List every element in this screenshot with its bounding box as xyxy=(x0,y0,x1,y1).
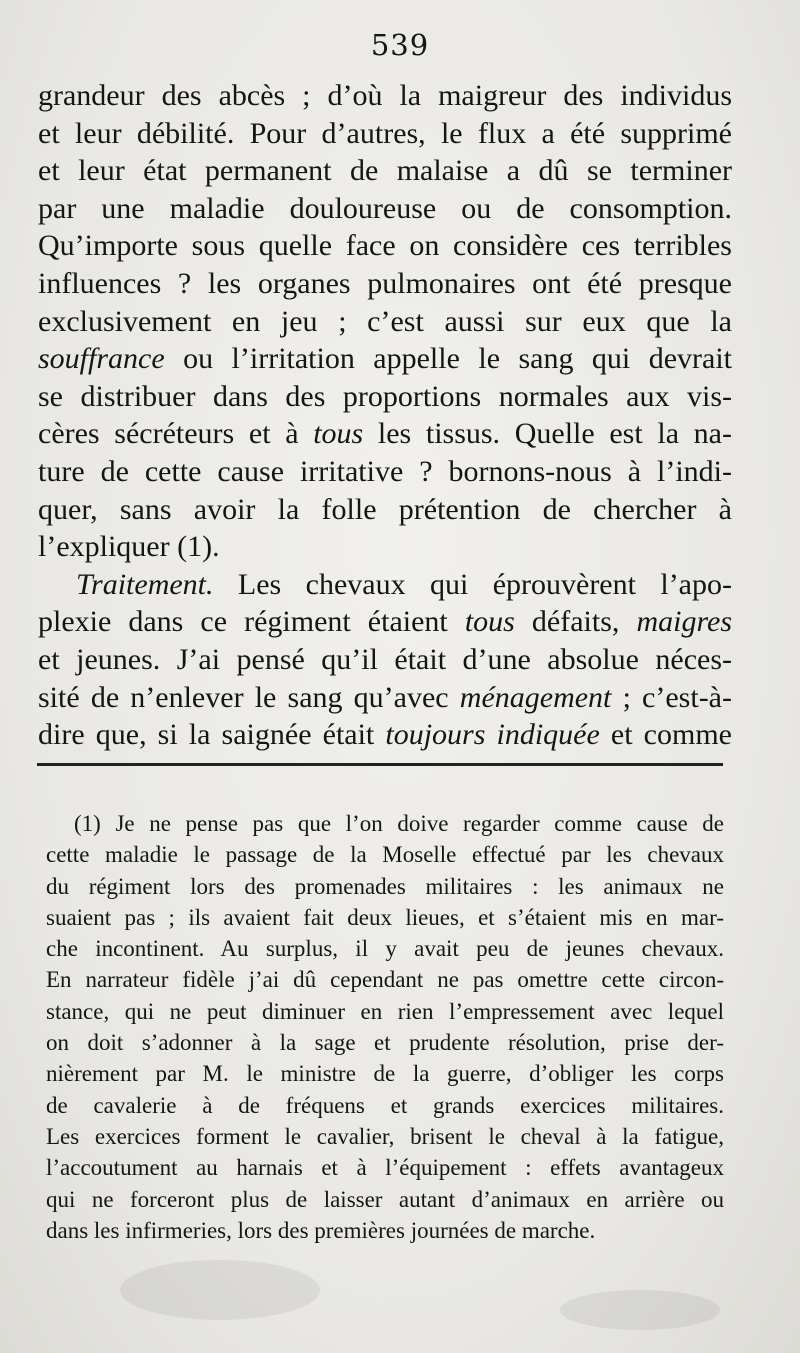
footnote-line: qui ne forceront plus de laisser autant d’animaux en arrière ou xyxy=(46,1186,724,1212)
text-line: souffrance ou l’irritation appelle le sang qui devrait xyxy=(38,342,732,376)
footnote xyxy=(46,808,724,1246)
text-line: influences ? les organes pulmonaires ont été presque xyxy=(38,266,732,300)
text-line: se distribuer dans des proportions normales aux vis- xyxy=(38,379,732,413)
footnote-line: suaient pas ; ils avaient fait deux lieues, et s’étaient mis en mar- xyxy=(46,904,724,930)
text-line: et jeunes. J’ai pensé qu’il était d’une absolue néces- xyxy=(38,642,732,676)
text-line: ture de cette cause irritative ? bornons-nous à l’indi- xyxy=(38,454,732,488)
paper-stain xyxy=(560,1290,720,1330)
paper-stain xyxy=(120,1260,320,1320)
text-line: Traitement. Les chevaux qui éprouvèrent l’apo- xyxy=(76,567,732,601)
footnote-line: (1) Je ne pense pas que l’on doive regarder comme cause de xyxy=(74,811,724,836)
text-line: Qu’importe sous quelle face on considère ces terribles xyxy=(38,229,732,263)
footnote-divider xyxy=(37,763,723,766)
footnote-line: dans les infirmeries, lors des premières journées de marche. xyxy=(46,1217,596,1243)
text-line: l’expliquer (1). xyxy=(38,530,220,564)
footnote-line: on doit s’adonner à la sage et prudente résolution, prise der- xyxy=(46,1030,724,1056)
text-line: sité de n’enlever le sang qu’avec ménagement ; c’est-à- xyxy=(38,680,732,714)
footnote-line: stance, qui ne peut diminuer en rien l’empressement avec lequel xyxy=(46,998,724,1024)
footnote-line: l’accoutument au harnais et à l’équipement : effets avantageux xyxy=(46,1155,724,1181)
footnote-line: de cavalerie à de fréquens et grands exercices militaires. xyxy=(46,1092,724,1118)
text-line: dire que, si la saignée était toujours indiquée et comme xyxy=(38,718,732,752)
text-line: grandeur des abcès ; d’où la maigreur des individus xyxy=(38,79,732,112)
text-line: plexie dans ce régiment étaient tous défaits, maigres xyxy=(38,605,732,639)
main-text xyxy=(38,77,732,754)
page-number: 539 xyxy=(370,28,430,62)
text-line: exclusivement en jeu ; c’est aussi sur eux que la xyxy=(38,304,732,338)
text-line: cères sécréteurs et à tous les tissus. Quelle est la na- xyxy=(38,417,732,451)
footnote-line: Les exercices forment le cavalier, brisent le cheval à la fatigue, xyxy=(46,1123,724,1149)
footnote-line: cette maladie le passage de la Moselle effectué par les chevaux xyxy=(46,842,724,868)
footnote-line: nièrement par M. le ministre de la guerre, d’obliger les corps xyxy=(46,1061,724,1087)
text-line: quer, sans avoir la folle prétention de chercher à xyxy=(38,492,732,526)
footnote-line: En narrateur fidèle j’ai dû cependant ne pas omettre cette circon- xyxy=(46,967,724,993)
footnote-line: du régiment lors des promenades militaires : les animaux ne xyxy=(46,873,724,899)
footnote-line: che incontinent. Au surplus, il y avait peu de jeunes chevaux. xyxy=(46,936,724,962)
text-line: par une maladie douloureuse ou de consomption. xyxy=(38,191,732,225)
text-line: et leur débilité. Pour d’autres, le flux a été supprimé xyxy=(38,116,732,150)
text-line: et leur état permanent de malaise a dû se terminer xyxy=(38,154,732,188)
